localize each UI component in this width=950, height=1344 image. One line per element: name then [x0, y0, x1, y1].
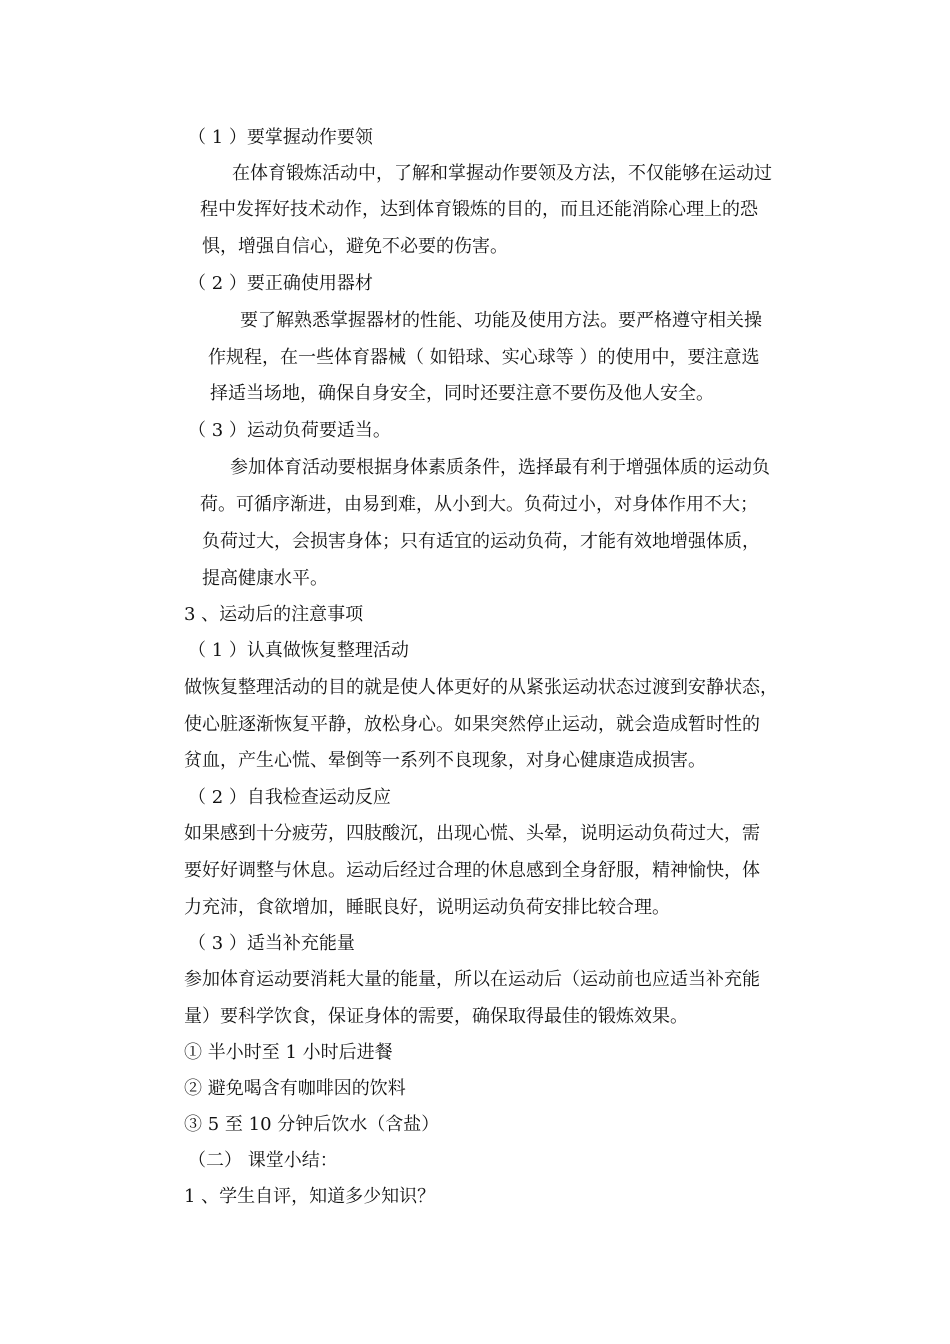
paragraph-line: 要好好调整与休息。运动后经过合理的休息感到全身舒服，精神愉快，体 [184, 860, 760, 881]
list-item: ① 半小时至 1 小时后进餐 [184, 1042, 393, 1063]
summary-item: 1 、学生自评，知道多少知识？ [184, 1186, 436, 1207]
paragraph-line: 如果感到十分疲劳，四肢酸沉，出现心慌、头晕，说明运动负荷过大，需 [184, 823, 760, 844]
paragraph-line: 参加体育运动要消耗大量的能量，所以在运动后（运动前也应适当补充能 [184, 969, 760, 990]
list-item: ② 避免喝含有咖啡因的饮料 [184, 1078, 406, 1099]
item-heading: （ 1 ）认真做恢复整理活动 [188, 640, 409, 661]
paragraph-line: 使心脏逐渐恢复平静，放松身心。如果突然停止运动，就会造成暂时性的 [184, 714, 760, 735]
paragraph-line: 作规程，在一些体育器械（ 如铅球、实心球等 ）的使用中，要注意选 [208, 347, 760, 368]
summary-title: （二） 课堂小结： [188, 1150, 338, 1171]
paragraph-line: 提高健康水平。 [202, 568, 328, 589]
paragraph-line: 要了解熟悉掌握器材的性能、功能及使用方法。要严格遵守相关操 [240, 310, 762, 331]
paragraph-line: 贫血，产生心慌、晕倒等一系列不良现象，对身心健康造成损害。 [184, 750, 706, 771]
paragraph-line: 量）要科学饮食，保证身体的需要，确保取得最佳的锻炼效果。 [184, 1006, 688, 1027]
paragraph-line: 做恢复整理活动的目的就是使人体更好的从紧张运动状态过渡到安静状态， [184, 677, 778, 698]
list-item: ③ 5 至 10 分钟后饮水（含盐） [184, 1114, 440, 1135]
item-heading: （ 2 ）要正确使用器材 [188, 273, 373, 294]
paragraph-line: 力充沛，食欲增加，睡眠良好，说明运动负荷安排比较合理。 [184, 897, 670, 918]
section-title: 3 、运动后的注意事项 [184, 604, 364, 625]
paragraph-line: 惧，增强自信心，避免不必要的伤害。 [202, 236, 508, 257]
paragraph-line: 择适当场地，确保自身安全，同时还要注意不要伤及他人安全。 [210, 383, 714, 404]
item-heading: （ 2 ）自我检查运动反应 [188, 787, 391, 808]
item-heading: （ 3 ）适当补充能量 [188, 933, 355, 954]
paragraph-line: 在体育锻炼活动中，了解和掌握动作要领及方法，不仅能够在运动过 [232, 163, 772, 184]
paragraph-line: 程中发挥好技术动作，达到体育锻炼的目的，而且还能消除心理上的恐 [200, 199, 758, 220]
item-heading: （ 1 ）要掌握动作要领 [188, 127, 373, 148]
paragraph-line: 荷。可循序渐进，由易到难，从小到大。负荷过小，对身体作用不大； [200, 494, 758, 515]
item-heading: （ 3 ）运动负荷要适当。 [188, 420, 391, 441]
paragraph-line: 负荷过大，会损害身体；只有适宜的运动负荷，才能有效地增强体质， [202, 531, 760, 552]
paragraph-line: 参加体育活动要根据身体素质条件，选择最有利于增强体质的运动负 [230, 457, 770, 478]
